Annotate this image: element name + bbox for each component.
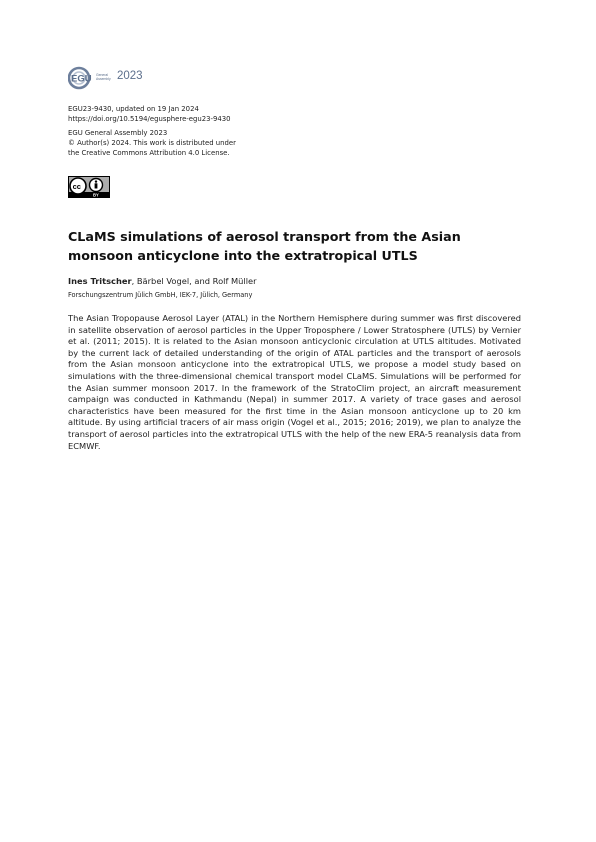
cc-text: cc bbox=[72, 181, 81, 191]
meta-block bbox=[68, 104, 236, 158]
coauthors: , Bärbel Vogel, and Rolf Müller bbox=[131, 276, 257, 286]
license-line: the Creative Commons Attribution 4.0 License. bbox=[68, 149, 230, 158]
conference-name: EGU General Assembly 2023 bbox=[68, 128, 168, 137]
abstract-text: The Asian Tropopause Aerosol Layer (ATAL) in the Northern Hemisphere during summer was first discovered in satellite observation of aerosol particles in the Upper Troposphere / Lower Stratosphere (UTLS) by Vernier et al. (2011; 2015). It is related to the Asian monsoon anticyclonic circulation at UTLS altitudes. Motivated by the current lack of detailed understanding of the origin of ATAL particles and the transport of aerosols from the Asian monsoon anticyclone into the extratropical UTLS, we propose a model study based on simulations with the three-dimensional chemical transport model CLaMS. Simulations will be performed for the Asian summer monsoon 2017. In the framework of the StratoClim project, an aircraft measurement campaign was conducted in Kathmandu (Nepal) in summer 2017. A variety of trace gases and aerosol characteristics have been measured for the first time in the Asian monsoon anticyclone up to 20 km altitude. By using artificial tracers of air mass origin (Vogel et al., 2015; 2016; 2019), we plan to analyze the transport of aerosol particles into the extratropical UTLS with the help of the new ERA-5 reanalysis data from ECMWF. bbox=[68, 313, 521, 451]
copyright-line: © Author(s) 2024. This work is distributed under bbox=[68, 138, 236, 147]
paper-title: CLaMS simulations of aerosol transport from the Asian monsoon anticyclone into the extratropical UTLS bbox=[68, 229, 461, 263]
affiliation: Forschungszentrum Jülich GmbH, IEK-7, Jülich, Germany bbox=[68, 291, 253, 299]
presenting-author: Ines Tritscher bbox=[68, 276, 132, 286]
logo-word-general: General bbox=[96, 73, 109, 77]
cc-by-license-badge[interactable] bbox=[68, 176, 110, 198]
doi-link[interactable]: https://doi.org/10.5194/egusphere-egu23-9430 bbox=[68, 115, 231, 124]
logo-initials: EGU bbox=[71, 73, 92, 85]
egu-logo bbox=[68, 66, 158, 90]
logo-word-assembly: Assembly bbox=[96, 77, 111, 81]
abstract-id: EGU23-9430, updated on 19 Jan 2024 bbox=[68, 105, 199, 113]
logo-year: 2023 bbox=[117, 70, 143, 82]
author-list bbox=[68, 276, 257, 286]
by-text: BY bbox=[93, 192, 99, 198]
